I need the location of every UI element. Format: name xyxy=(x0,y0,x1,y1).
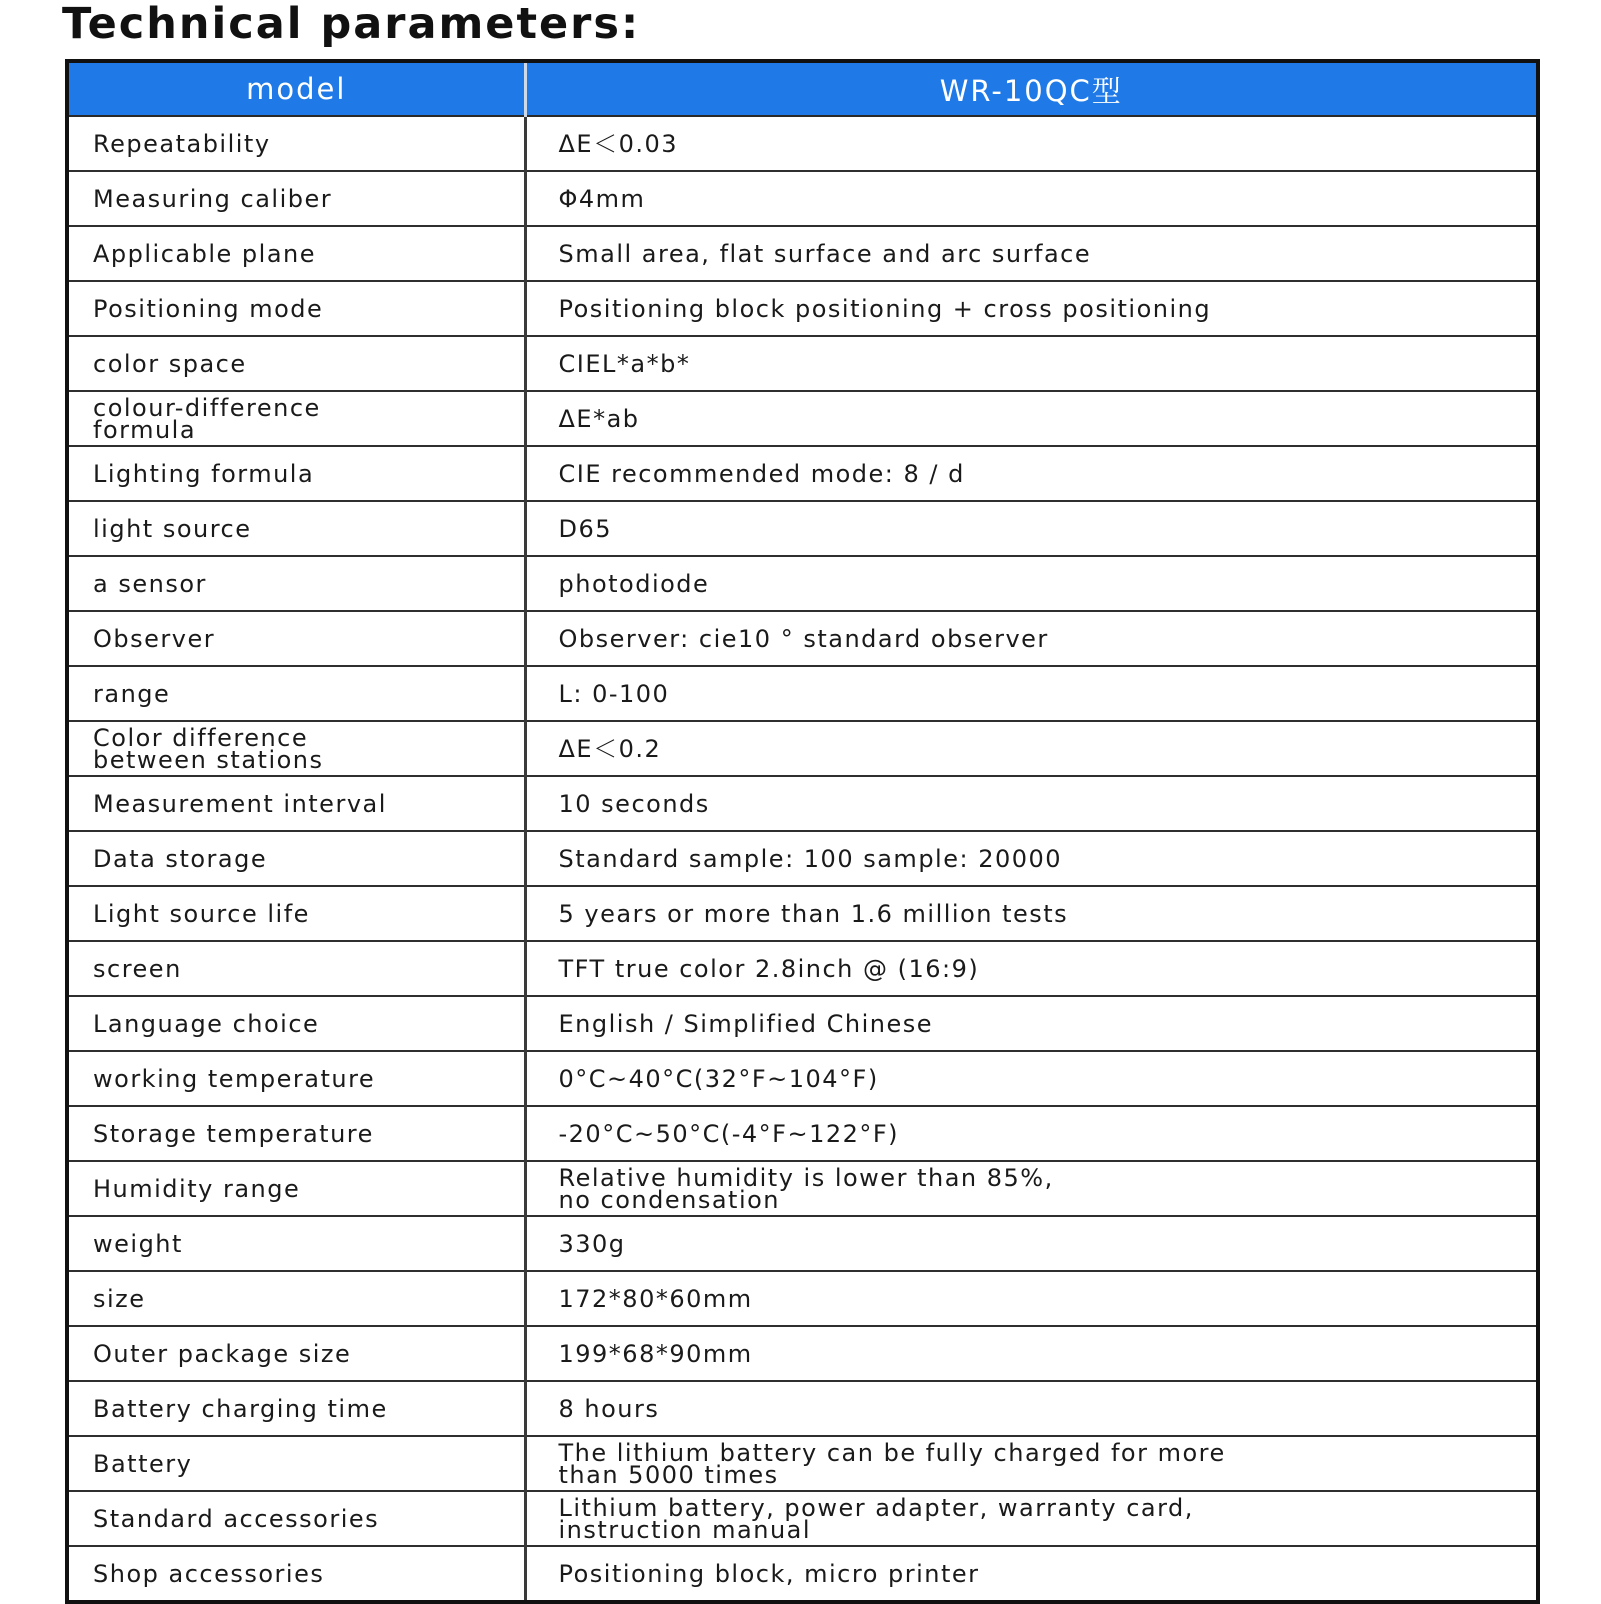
param-name-cell: Battery xyxy=(67,1436,525,1491)
table-row xyxy=(67,1491,1538,1546)
param-value-cell: English / Simplified Chinese xyxy=(525,996,1538,1051)
param-name-cell: working temperature xyxy=(67,1051,525,1106)
param-name-cell: color space xyxy=(67,336,525,391)
param-value-cell: Small area, flat surface and arc surface xyxy=(525,226,1538,281)
table-row xyxy=(67,1326,1538,1381)
table-row xyxy=(67,941,1538,996)
param-name-cell: Observer xyxy=(67,611,525,666)
param-value-cell: ΔE*ab xyxy=(525,391,1538,446)
table-row xyxy=(67,776,1538,831)
param-name-cell: Standard accessories xyxy=(67,1491,525,1546)
param-value-cell: The lithium battery can be fully charged for more than 5000 times xyxy=(525,1436,1538,1491)
param-value-cell: TFT true color 2.8inch @ (16:9) xyxy=(525,941,1538,996)
param-name-cell: Positioning mode xyxy=(67,281,525,336)
param-name-cell: Repeatability xyxy=(67,116,525,171)
table-row xyxy=(67,391,1538,446)
param-value-cell: Positioning block positioning + cross positioning xyxy=(525,281,1538,336)
spec-table-body xyxy=(67,116,1538,1602)
param-value-cell: ΔE＜0.2 xyxy=(525,721,1538,776)
table-row xyxy=(67,226,1538,281)
param-value-cell: 10 seconds xyxy=(525,776,1538,831)
param-value-cell: CIE recommended mode: 8 / d xyxy=(525,446,1538,501)
table-row xyxy=(67,446,1538,501)
param-name-cell: screen xyxy=(67,941,525,996)
param-value-cell: D65 xyxy=(525,501,1538,556)
param-name-cell: a sensor xyxy=(67,556,525,611)
param-name-cell: Applicable plane xyxy=(67,226,525,281)
param-value-cell: 172*80*60mm xyxy=(525,1271,1538,1326)
param-name-cell: Language choice xyxy=(67,996,525,1051)
param-name-cell: Data storage xyxy=(67,831,525,886)
param-name-cell: Humidity range xyxy=(67,1161,525,1216)
param-name-cell: Outer package size xyxy=(67,1326,525,1381)
param-name-cell: size xyxy=(67,1271,525,1326)
table-row xyxy=(67,1216,1538,1271)
table-row xyxy=(67,1051,1538,1106)
header-model-value: WR-10QC型 xyxy=(525,61,1538,116)
param-value-cell: Positioning block, micro printer xyxy=(525,1546,1538,1602)
param-name-cell: Measuring caliber xyxy=(67,171,525,226)
param-value-cell: -20°C~50°C(-4°F~122°F) xyxy=(525,1106,1538,1161)
param-value-cell: Lithium battery, power adapter, warranty card, instruction manual xyxy=(525,1491,1538,1546)
param-name-cell: Lighting formula xyxy=(67,446,525,501)
param-value-cell: CIEL*a*b* xyxy=(525,336,1538,391)
param-value-cell: 5 years or more than 1.6 million tests xyxy=(525,886,1538,941)
table-row xyxy=(67,1436,1538,1491)
table-row xyxy=(67,1106,1538,1161)
param-name-cell: range xyxy=(67,666,525,721)
param-name-cell: Shop accessories xyxy=(93,1559,325,1588)
param-name-cell: Measurement interval xyxy=(67,776,525,831)
table-row xyxy=(67,1271,1538,1326)
param-name-cell: light source xyxy=(67,501,525,556)
table-row xyxy=(67,611,1538,666)
param-name-cell: Battery charging time xyxy=(67,1381,525,1436)
table-row xyxy=(67,831,1538,886)
table-row xyxy=(67,886,1538,941)
table-row xyxy=(67,721,1538,776)
param-name-cell: Light source life xyxy=(67,886,525,941)
table-row xyxy=(67,1381,1538,1436)
header-model: model xyxy=(67,61,525,116)
param-name-cell: Storage temperature xyxy=(67,1106,525,1161)
table-row xyxy=(67,556,1538,611)
param-value-cell: Φ4mm xyxy=(525,171,1538,226)
table-row xyxy=(67,281,1538,336)
table-row xyxy=(67,1161,1538,1216)
table-row xyxy=(67,501,1538,556)
param-name-cell: colour-difference formula xyxy=(67,391,525,446)
param-value-cell: 0°C~40°C(32°F~104°F) xyxy=(525,1051,1538,1106)
param-value-cell: 8 hours xyxy=(525,1381,1538,1436)
table-row xyxy=(67,666,1538,721)
table-header-row xyxy=(67,61,1538,116)
param-value-cell: Standard sample: 100 sample: 20000 xyxy=(525,831,1538,886)
param-value-cell: Relative humidity is lower than 85%, no condensation xyxy=(525,1161,1538,1216)
param-name-cell: Color difference between stations xyxy=(67,721,525,776)
param-value-cell: 330g xyxy=(525,1216,1538,1271)
param-value-cell: Observer: cie10 ° standard observer xyxy=(525,611,1538,666)
param-name-cell: weight xyxy=(67,1216,525,1271)
table-row xyxy=(67,171,1538,226)
table-row xyxy=(67,116,1538,171)
table-row xyxy=(67,1546,1538,1602)
table-row xyxy=(67,336,1538,391)
param-value-cell: ΔE＜0.03 xyxy=(525,116,1538,171)
page-title: Technical parameters: xyxy=(62,0,641,49)
table-row xyxy=(67,996,1538,1051)
spec-table xyxy=(65,59,1540,1604)
param-value-cell: photodiode xyxy=(525,556,1538,611)
param-value-cell: L: 0-100 xyxy=(525,666,1538,721)
param-value-cell: 199*68*90mm xyxy=(525,1326,1538,1381)
